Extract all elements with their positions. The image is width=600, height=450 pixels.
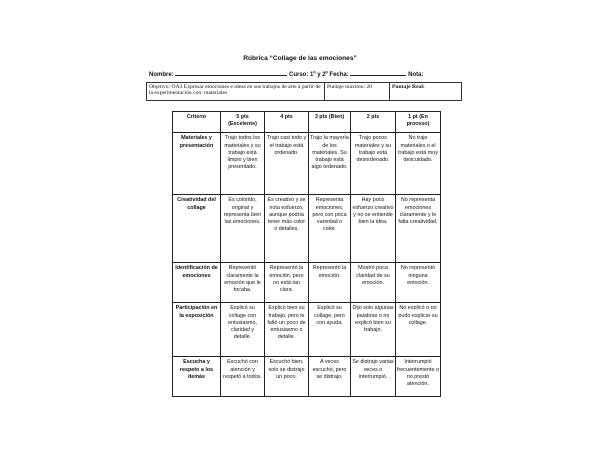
- rubric-row-participacion: [173, 303, 441, 357]
- name-blank: [175, 69, 287, 76]
- score-cell: Trajo pocos materiales y su trabajo está desordenado.: [351, 133, 396, 195]
- score-cell: Escuchó con atención y respetó a todos.: [221, 357, 265, 397]
- rubric-row-identificacion: [173, 263, 441, 303]
- criterion-cell: Identificación de emociones: [173, 263, 221, 303]
- score-cell: Es colorido, original y representa bien las emociones.: [221, 195, 265, 263]
- date-label: Fecha:: [329, 72, 349, 78]
- score-cell: Representa emociones, pero con poca variedad o color.: [309, 195, 351, 263]
- document-title: Rúbrica “Collage de las emociones”: [243, 55, 357, 62]
- score-cell: Explicó su collage con entusiasmo, claridad y detalle.: [221, 303, 265, 357]
- score-cell: Explicó su collage, pero con ayuda.: [309, 303, 351, 357]
- rubric-table: [172, 111, 441, 397]
- score-cell: Es creativo y se nota esfuerzo, aunque podría tener más color o detalles.: [265, 195, 309, 263]
- grade-label: Nota:: [408, 72, 424, 78]
- header-4pts: 4 pts: [265, 112, 309, 133]
- objective-box: [146, 82, 462, 101]
- header-3pts: 3 pts (Bien): [309, 112, 351, 133]
- objective-text: Objetivo: OA3 Expresar emociones e ideas en sus trabajos de arte a partir de la experimentación con: materiales: [147, 83, 325, 100]
- score-cell: Representó la emoción, pero no está tan clara.: [265, 263, 309, 303]
- course-label: Curso: 1º y 2º: [289, 72, 328, 78]
- header-5pts: 5 pts (Excelente): [221, 112, 265, 133]
- date-blank: [350, 69, 406, 76]
- score-cell: No trajo materiales o el trabajo está muy descuidado.: [396, 133, 441, 195]
- score-cell: Trajo casi todo y el trabajo está ordenado.: [265, 133, 309, 195]
- criterion-cell: Materiales y presentación: [173, 133, 221, 195]
- student-info-line: [149, 69, 479, 78]
- score-cell: No representa emociones claramente y le falta creatividad.: [396, 195, 441, 263]
- score-cell: A veces escuchó, pero se distrajo.: [309, 357, 351, 397]
- score-cell: Representó claramente la emoción que le tocaba.: [221, 263, 265, 303]
- header-criterion: Criterio: [173, 112, 221, 133]
- score-cell: Representó la emoción.: [309, 263, 351, 303]
- header-1pt: 1 pt (En proceso): [396, 112, 441, 133]
- max-score: Puntaje máximo: 20: [325, 83, 390, 100]
- rubric-header-row: [173, 112, 441, 133]
- score-cell: Trajo la mayoría de los materiales. Su trabajo está algo ordenado.: [309, 133, 351, 195]
- real-score: Puntaje Real:: [392, 84, 425, 90]
- name-label: Nombre:: [149, 72, 174, 78]
- score-cell: Se distrajo varias veces o interrumpió.: [351, 357, 396, 397]
- score-cell: Mostró poca claridad de su emoción.: [351, 263, 396, 303]
- score-cell: Hay poco esfuerzo creativo y no se entiende bien la idea.: [351, 195, 396, 263]
- header-2pts: 2 pts: [351, 112, 396, 133]
- score-cell: Trajo todos los materiales y su trabajo está limpio y bien presentado.: [221, 133, 265, 195]
- rubric-row-creatividad: [173, 195, 441, 263]
- score-cell: No representó ninguna emoción.: [396, 263, 441, 303]
- score-cell: Explicó bien su trabajo, pero le faltó un poco de entusiasmo o detalle.: [265, 303, 309, 357]
- score-cell: No explicó o no pudo explicar su collage.: [396, 303, 441, 357]
- score-cell: Dijo solo algunas palabras o no explicó bien su trabajo.: [351, 303, 396, 357]
- score-cell: Escuchó bien, solo se distrajo un poco.: [265, 357, 309, 397]
- criterion-cell: Escucha y respeto a los demás: [173, 357, 221, 397]
- rubric-row-materiales: [173, 133, 441, 195]
- rubric-row-escucha: [173, 357, 441, 397]
- criterion-cell: Creatividad del collage: [173, 195, 221, 263]
- score-cell: Interrumpió frecuentemente o no prestó atención.: [396, 357, 441, 397]
- criterion-cell: Participación en la exposición: [173, 303, 221, 357]
